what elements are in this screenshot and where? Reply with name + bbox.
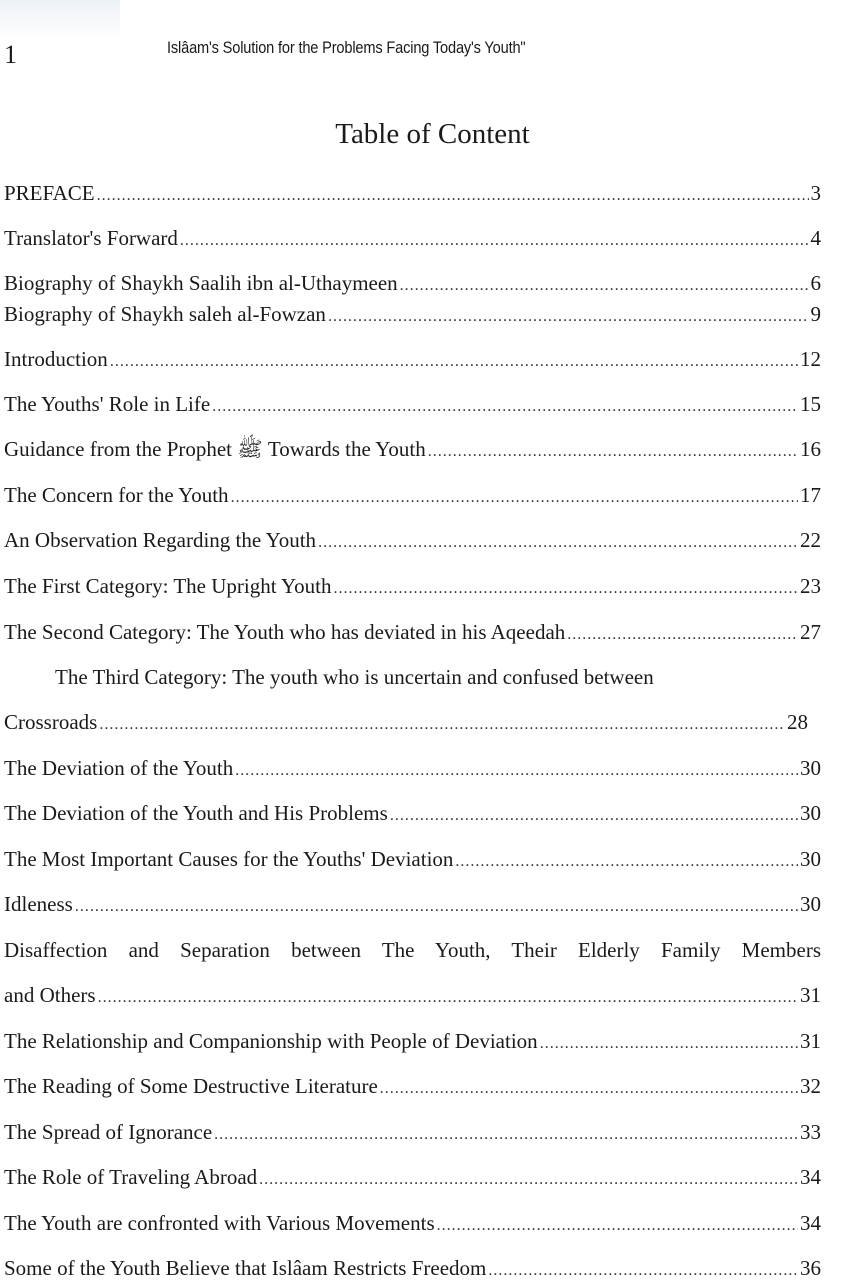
dot-leader (212, 393, 798, 421)
toc-entry[interactable] (4, 179, 821, 207)
toc-entry-page: 16 (800, 437, 821, 461)
dot-leader (328, 303, 809, 331)
toc-entry-page: 12 (800, 347, 821, 371)
toc-entry[interactable] (4, 618, 821, 646)
toc-entry-label: Crossroads (4, 710, 98, 734)
toc-entry-label: An Observation Regarding the Youth (4, 528, 317, 552)
toc-entry[interactable] (4, 1027, 821, 1055)
toc-entry-label: The Deviation of the Youth and His Problems (4, 801, 388, 825)
toc-title: Table of Content (335, 118, 530, 150)
toc-entry-label-line1[interactable]: Disaffection and Separation between The Youth, Their Elderly Family Members (4, 938, 821, 962)
dot-leader (318, 529, 798, 557)
toc-entry-page: 28 (787, 710, 808, 734)
toc-entry-page: 17 (800, 483, 821, 507)
toc-entry-label: Translator's Forward (4, 226, 178, 250)
toc-entry-page: 9 (810, 302, 821, 326)
toc-entry-page: 3 (810, 181, 821, 205)
toc-entry[interactable] (4, 1118, 821, 1146)
toc-entry-page: 36 (800, 1256, 821, 1280)
toc-entry[interactable] (4, 981, 821, 1009)
dot-leader (488, 1257, 798, 1285)
toc-entry-page: 4 (810, 226, 821, 250)
toc-entry-label: Idleness (4, 892, 73, 916)
toc-entry-label: The Second Category: The Youth who has deviated in his Aqeedah (4, 620, 566, 644)
toc-entry[interactable] (4, 754, 821, 782)
dot-leader (380, 1075, 798, 1103)
dot-leader (214, 1121, 798, 1149)
dot-leader (567, 621, 798, 649)
dot-leader (97, 182, 809, 210)
dot-leader (400, 272, 809, 300)
toc-entry-label: The Youths' Role in Life (4, 392, 211, 416)
dot-leader (390, 802, 798, 830)
dot-leader (75, 893, 798, 921)
toc-entry-page: 34 (800, 1165, 821, 1189)
toc-entry[interactable] (4, 224, 821, 252)
dot-leader (110, 348, 798, 376)
dot-leader (98, 984, 798, 1012)
toc-entry[interactable] (4, 526, 821, 554)
toc-entry-page: 6 (810, 271, 821, 295)
toc-entry-page: 15 (800, 392, 821, 416)
toc-entry[interactable] (4, 390, 821, 418)
toc-entry[interactable] (4, 481, 821, 509)
dot-leader (235, 757, 798, 785)
toc-entry-label: The Role of Traveling Abroad (4, 1165, 258, 1189)
toc-entry-label: The Reading of Some Destructive Literature (4, 1074, 378, 1098)
toc-entry-label: and Others (4, 983, 96, 1007)
toc-entry-label: The Concern for the Youth (4, 483, 229, 507)
toc-entry-page: 30 (800, 801, 821, 825)
toc-entry-label: The Deviation of the Youth (4, 756, 234, 780)
toc-entry[interactable] (4, 1209, 821, 1237)
toc-entry-page: 33 (800, 1120, 821, 1144)
toc-entry-label: The Most Important Causes for the Youths' Deviation (4, 847, 454, 871)
toc-entry[interactable] (4, 708, 808, 736)
toc-entry-page: 30 (800, 892, 821, 916)
toc-entry-label: The First Category: The Upright Youth (4, 574, 332, 598)
toc-entry[interactable] (4, 799, 821, 827)
toc-entry[interactable] (4, 845, 821, 873)
toc-entry-label: Some of the Youth Believe that Islâam Restricts Freedom (4, 1256, 487, 1280)
toc-entry[interactable] (4, 1163, 821, 1191)
toc-entry-page: 31 (800, 983, 821, 1007)
dot-leader (259, 1166, 798, 1194)
toc-entry-page: 27 (800, 620, 821, 644)
toc-entry[interactable] (4, 269, 821, 297)
toc-entry-page: 30 (800, 756, 821, 780)
toc-entry-label: Guidance from the Prophet ﷺ Towards the Youth (4, 437, 426, 461)
toc-entry[interactable] (4, 345, 821, 373)
toc-entry-label-line1[interactable]: The Third Category: The youth who is uncertain and confused between (55, 665, 654, 689)
scan-artifact (0, 0, 120, 40)
page-number: 1 (4, 40, 17, 69)
dot-leader (540, 1030, 798, 1058)
toc-entry-page: 22 (800, 528, 821, 552)
toc-entry-label: PREFACE (4, 181, 95, 205)
toc-entry-page: 34 (800, 1211, 821, 1235)
dot-leader (99, 711, 785, 739)
toc-entry[interactable] (4, 1254, 821, 1282)
dot-leader (455, 848, 798, 876)
toc-entry[interactable] (4, 1072, 821, 1100)
toc-entry[interactable] (4, 300, 821, 328)
toc-entry-page: 32 (800, 1074, 821, 1098)
toc-entry-page: 23 (800, 574, 821, 598)
dot-leader (437, 1212, 798, 1240)
dot-leader (333, 575, 798, 603)
toc-entry-label: Biography of Shaykh saleh al-Fowzan (4, 302, 326, 326)
toc-entry[interactable] (4, 435, 821, 463)
toc-entry-label: Introduction (4, 347, 108, 371)
dot-leader (428, 438, 798, 466)
toc-entry-label: The Spread of Ignorance (4, 1120, 213, 1144)
dot-leader (231, 484, 798, 512)
toc-entry-page: 30 (800, 847, 821, 871)
toc-entry[interactable] (4, 572, 821, 600)
toc-entry-label: Biography of Shaykh Saalih ibn al-Uthaymeen (4, 271, 398, 295)
toc-entry-page: 31 (800, 1029, 821, 1053)
toc-entry-label: The Youth are confronted with Various Movements (4, 1211, 435, 1235)
running-header: Islâam's Solution for the Problems Facing Today's Youth" (167, 38, 526, 57)
dot-leader (180, 227, 809, 255)
toc-entry-label: The Relationship and Companionship with People of Deviation (4, 1029, 538, 1053)
toc-entry[interactable] (4, 890, 821, 918)
